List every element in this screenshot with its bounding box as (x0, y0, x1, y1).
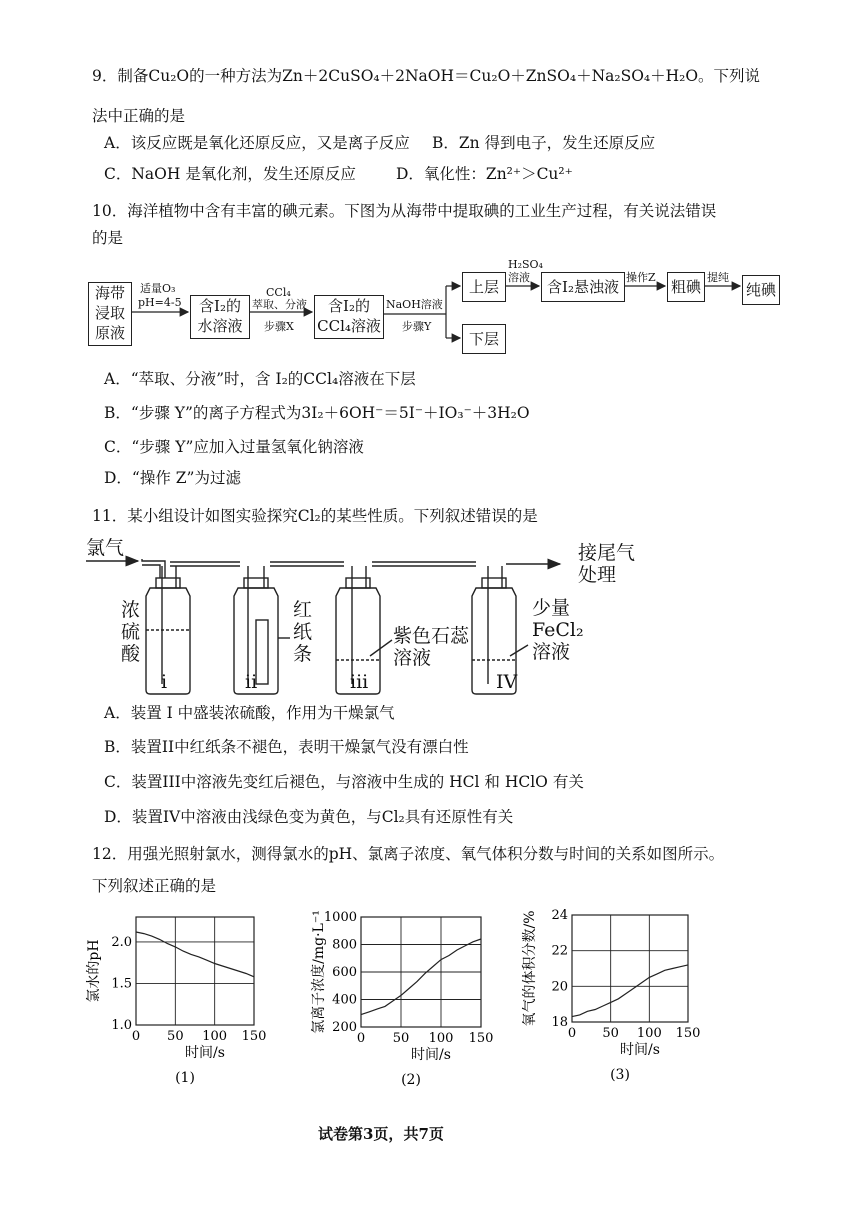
chart2-ytick: 400 (332, 992, 357, 1008)
apparatus-outlet-label-2: 处理 (578, 564, 617, 586)
chart1-ytick: 1.5 (111, 976, 132, 992)
chart1-xtick: 50 (167, 1029, 184, 1044)
bottle1-label-2: 硫 (121, 621, 141, 643)
q11-stem: 11．某小组设计如图实验探究Cl₂的某些性质。下列叙述错误的是 (92, 507, 538, 525)
flow-arrow2-label-a: CCl₄ (266, 286, 291, 299)
chart2-xtick: 100 (428, 1031, 454, 1046)
q10-stem-line2: 的是 (92, 229, 124, 247)
q10-option-b: B．“步骤 Y”的离子方程式为3I₂＋6OH⁻＝5I⁻＋IO₃⁻＋3H₂O (104, 404, 530, 422)
chart1-xlabel: 时间/s (185, 1045, 225, 1061)
flow-arrow3-label-a: NaOH溶液 (386, 298, 443, 311)
chart2-ytick: 600 (332, 965, 357, 980)
bottle1-label-1: 浓 (121, 599, 141, 621)
flow-arrow3-label-b: 步骤Y (402, 320, 432, 333)
chart1-xtick: 150 (241, 1029, 267, 1044)
q9-option-b: B．Zn 得到电子，发生还原反应 (432, 134, 656, 152)
q11-option-b: B．装置II中红纸条不褪色，表明干燥氯气没有漂白性 (104, 738, 469, 756)
bottle3-label-2: 溶液 (393, 647, 432, 669)
apparatus-outlet-label-1: 接尾气 (578, 542, 636, 564)
chart2-ylabel: 氯离子浓度/mg·L⁻¹ (311, 910, 327, 1034)
q9-stem-line1: 9．制备Cu₂O的一种方法为Zn＋2CuSO₄＋2NaOH＝Cu₂O＋ZnSO₄＋Na₂SO₄＋H₂O。下列说 (92, 67, 761, 85)
bottle1-label-3: 酸 (121, 643, 141, 665)
chart3-ytick: 24 (551, 908, 568, 923)
q11-option-c: C．装置III中溶液先变红后褪色，与溶液中生成的 HCl 和 HClO 有关 (104, 773, 584, 791)
chart3-ytick: 22 (551, 943, 568, 959)
flow-box-upper: 上层 (462, 272, 506, 302)
chart3-series-line (572, 965, 688, 1017)
flow-arrow2-label-b: 萃取、分液 (252, 298, 307, 311)
chart3-xtick: 50 (602, 1026, 619, 1041)
chart1-caption: (1) (175, 1070, 195, 1086)
chart2-xtick: 0 (356, 1031, 366, 1046)
flow-arrow1-label-b: pH=4-5 (138, 296, 182, 309)
q9-option-d: D．氧化性：Zn²⁺＞Cu²⁺ (396, 165, 573, 183)
chart3-ytick: 20 (551, 979, 568, 995)
chart1-frame (136, 917, 254, 1025)
chart3-caption: (3) (610, 1067, 630, 1083)
chart1-ylabel: 氯水的pH (86, 939, 102, 1003)
chart1-ytick: 1.0 (111, 1018, 132, 1033)
bottle2-number: ii (245, 671, 258, 693)
flow-box-pure-iodine: 纯碘 (742, 275, 780, 305)
chart2-xtick: 150 (468, 1031, 494, 1046)
q12-stem-line1: 12．用强光照射氯水，测得氯水的pH、氯离子浓度、氧气体积分数与时间的关系如图所示。 (92, 845, 725, 863)
chart3-xtick: 100 (636, 1026, 662, 1041)
chart3-xlabel: 时间/s (620, 1042, 660, 1058)
chart2-xtick: 50 (392, 1031, 410, 1046)
q10-option-c: C．“步骤 Y”应加入过量氢氧化钠溶液 (104, 438, 364, 456)
q9-option-a: A．该反应既是氧化还原反应，又是离子反应 (104, 134, 410, 152)
bottle2-label-1: 红 (293, 599, 313, 621)
bottle4-label-1: 少量 (532, 597, 571, 619)
flow-box-seaweed: 海带 浸取 原液 (88, 282, 132, 346)
flow-arrow6-label: 提纯 (707, 271, 729, 284)
chart2-ytick: 200 (332, 1020, 357, 1035)
bottle2-label-3: 条 (293, 643, 313, 665)
page-footer: 试卷第3页，共7页 (318, 1125, 444, 1143)
flow-arrow1-label-a: 适量O₃ (140, 282, 176, 295)
q10-option-a: A．“萃取、分液”时，含 I₂的CCl₄溶液在下层 (104, 370, 416, 388)
chart3-xtick: 150 (675, 1026, 701, 1041)
q10-option-d: D．“操作 Z”为过滤 (104, 469, 241, 487)
chart2-xlabel: 时间/s (411, 1047, 451, 1063)
chart2-ytick: 1000 (323, 910, 357, 925)
flow-box-i2-ccl4: 含I₂的 CCl₄溶液 (314, 295, 384, 339)
flow-arrow4-label-a: H₂SO₄ (508, 258, 543, 271)
chart2-caption: (2) (401, 1072, 421, 1088)
chart3-ylabel: 氧气的体积分数/% (522, 910, 538, 1027)
chart1-ytick: 2.0 (111, 934, 132, 950)
chart1-xtick: 0 (131, 1029, 141, 1044)
q12-stem-line2: 下列叙述正确的是 (92, 877, 217, 895)
flow-box-lower: 下层 (462, 324, 506, 354)
bottle1-number: i (161, 671, 168, 693)
q11-option-d: D．装置IV中溶液由浅绿色变为黄色，与Cl₂具有还原性有关 (104, 808, 514, 826)
q10-stem-line1: 10．海洋植物中含有丰富的碘元素。下图为从海带中提取碘的工业生产过程，有关说法错误 (92, 202, 717, 220)
chart3-xtick: 0 (567, 1026, 577, 1041)
flow-arrow2-label-c: 步骤X (264, 320, 294, 333)
chart2-ytick: 800 (332, 937, 357, 953)
bottle4-label-3: 溶液 (532, 641, 571, 663)
bottle4-label-2: FeCl₂ (532, 619, 584, 641)
flow-arrow5-label: 操作Z (626, 271, 656, 284)
flow-box-suspension: 含I₂悬浊液 (541, 272, 625, 302)
chart1-series-line (136, 932, 254, 977)
chart2-series-line (361, 939, 481, 1015)
flow-arrow4-label-b: 溶液 (508, 271, 530, 284)
q9-option-c: C．NaOH 是氧化剂，发生还原反应 (104, 165, 356, 183)
bottle4-number: IV (496, 671, 518, 693)
chart1-xtick: 100 (202, 1029, 228, 1044)
chart3-ytick: 18 (551, 1015, 568, 1030)
bottle2-label-2: 纸 (293, 621, 313, 643)
apparatus-inlet-label: 氯气 (86, 537, 125, 559)
flow-box-crude-iodine: 粗碘 (667, 272, 705, 302)
bottle3-number: iii (350, 671, 369, 693)
q9-stem-line2: 法中正确的是 (92, 107, 186, 125)
flow-box-i2-water: 含I₂的 水溶液 (190, 295, 250, 339)
q11-option-a: A．装置 I 中盛装浓硫酸，作用为干燥氯气 (104, 704, 395, 722)
bottle3-label-1: 紫色石蕊 (393, 625, 470, 647)
